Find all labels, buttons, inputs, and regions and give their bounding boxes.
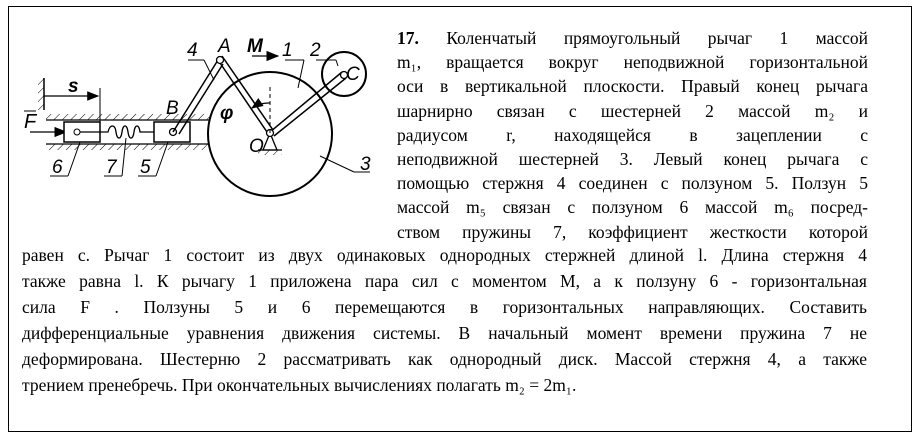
- text-line: деформирована. Шестерню 2 рассматривать как однородный диск. Массой стержня 4, а также: [22, 349, 867, 369]
- label-5: 5: [140, 157, 151, 178]
- text-line: сила F . Ползуны 5 и 6 перемещаются в горизонтальных направляющих. Составить: [22, 297, 867, 317]
- hinge-A: [217, 57, 224, 64]
- text-line: равен c. Рычаг 1 состоит из двух одинаковых однородных стержней длиной l. Длина стержня 4: [22, 245, 867, 265]
- problem-text-bottom: [22, 242, 867, 398]
- label-F: F: [24, 111, 37, 133]
- text-line: трением пренебречь. При окончательных вычислениях полагать m₂ = 2m₁.: [22, 375, 577, 395]
- problem-text-top: [397, 26, 868, 244]
- problem-number: 17.: [397, 28, 419, 48]
- label-s: s: [68, 76, 79, 97]
- text-line: оси в вертикальной плоскости. Правый конец рычага: [397, 76, 868, 97]
- slider-6: [64, 122, 100, 142]
- label-2: 2: [310, 40, 321, 61]
- label-B: B: [166, 98, 179, 119]
- label-3: 3: [360, 154, 371, 175]
- text-line: шарнирно связан с шестерней 2 массой m₂ и: [397, 100, 868, 121]
- text-line: массой m₅ связан с ползуном 6 массой m₆ посред-: [397, 197, 868, 218]
- text-line: 17. Коленчатый прямоугольный рычаг 1 массой: [397, 28, 869, 48]
- mechanism-figure: [20, 26, 385, 201]
- text-line: m₁, вращается вокруг неподвижной горизонтальной: [397, 52, 868, 73]
- label-7: 7: [106, 157, 117, 178]
- label-6: 6: [52, 157, 63, 178]
- text-line: помощью стержня 4 соединен с ползуном 5. Ползун 5: [397, 173, 868, 194]
- label-M: M: [247, 36, 263, 57]
- text-line: также равна l. К рычагу 1 приложена пара сил с моментом M, а к ползуну 6 - горизонтальная: [22, 271, 867, 291]
- text-line: неподвижной шестерней 3. Левый конец рычага с: [397, 149, 868, 170]
- text-line: радиусом r, находящейся в зацеплении с: [397, 124, 868, 145]
- label-A: A: [218, 36, 231, 57]
- label-1: 1: [282, 40, 293, 61]
- label-4: 4: [187, 40, 198, 61]
- label-phi: φ: [220, 103, 234, 124]
- label-O: O: [249, 136, 264, 157]
- label-C: C: [346, 64, 360, 85]
- left-wall: [38, 78, 44, 110]
- spring-7: [100, 126, 154, 138]
- text-line: ством пружины 7, коэффициент жесткости которой: [397, 221, 868, 242]
- text-line: дифференциальные уравнения движения системы. В начальный момент времени пружина 7 не: [22, 323, 867, 343]
